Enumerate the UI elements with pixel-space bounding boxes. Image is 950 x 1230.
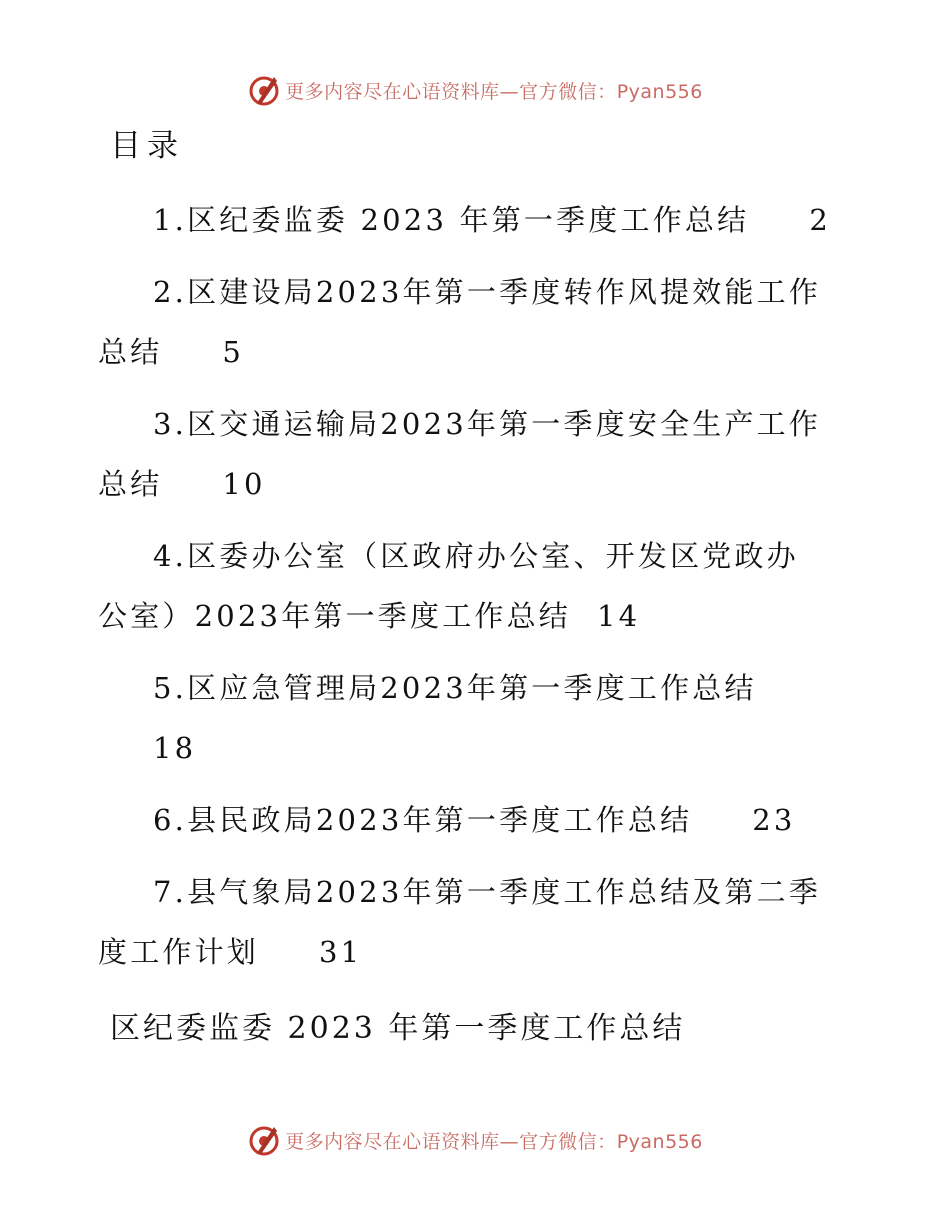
- toc-entry-3[interactable]: [98, 394, 858, 454]
- toc-entry-title: 6.县民政局2023年第一季度工作总结: [153, 803, 693, 837]
- toc-page-number: 10: [222, 467, 266, 501]
- table-of-contents: [98, 190, 858, 982]
- toc-page-number: 14: [597, 599, 641, 633]
- quill-logo-icon: [247, 1123, 281, 1157]
- toc-page-number: 23: [752, 803, 796, 837]
- toc-title: 目录: [110, 128, 184, 164]
- toc-entry-title-cont: 公室）2023年第一季度工作总结: [98, 599, 572, 633]
- toc-entry-4-cont[interactable]: [98, 586, 858, 646]
- toc-entry-6[interactable]: [98, 790, 858, 850]
- toc-entry-3-cont[interactable]: [98, 454, 858, 514]
- watermark-text: 更多内容尽在心语资料库—官方微信：Pyan556: [285, 80, 703, 103]
- header-watermark: [0, 70, 950, 110]
- toc-page-number: 5: [222, 335, 245, 369]
- toc-entry-7-cont[interactable]: [98, 922, 858, 982]
- section-heading: 区纪委监委 2023 年第一季度工作总结: [110, 1011, 686, 1046]
- toc-entry-title-cont: 总结: [98, 335, 163, 369]
- watermark-text: 更多内容尽在心语资料库—官方微信：Pyan556: [285, 1130, 703, 1153]
- toc-entry-title: 5.区应急管理局2023年第一季度工作总结: [153, 671, 757, 705]
- toc-entry-title-cont: 度工作计划: [98, 935, 260, 969]
- toc-page-number: 18: [153, 731, 197, 765]
- toc-entry-title: 4.区委办公室（区政府办公室、开发区党政办: [153, 539, 799, 573]
- toc-entry-7[interactable]: [98, 862, 858, 922]
- toc-page-number: 2: [809, 203, 831, 237]
- footer-watermark: [0, 1120, 950, 1160]
- quill-logo-icon: [247, 73, 281, 107]
- toc-entry-title: 2.区建设局2023年第一季度转作风提效能工作: [153, 275, 822, 309]
- toc-entry-title: 7.县气象局2023年第一季度工作总结及第二季: [153, 875, 822, 909]
- toc-entry-title-cont: 总结: [98, 467, 163, 501]
- toc-entry-5-cont[interactable]: [98, 718, 858, 778]
- toc-page-number: 31: [319, 935, 363, 969]
- toc-entry-4[interactable]: [98, 526, 858, 586]
- toc-entry-title: 3.区交通运输局2023年第一季度安全生产工作: [153, 407, 822, 441]
- toc-entry-5[interactable]: [98, 658, 858, 718]
- toc-entry-title: 1.区纪委监委 2023 年第一季度工作总结: [153, 203, 750, 237]
- toc-entry-2[interactable]: [98, 262, 858, 322]
- toc-entry-1[interactable]: [98, 190, 858, 250]
- toc-entry-2-cont[interactable]: [98, 322, 858, 382]
